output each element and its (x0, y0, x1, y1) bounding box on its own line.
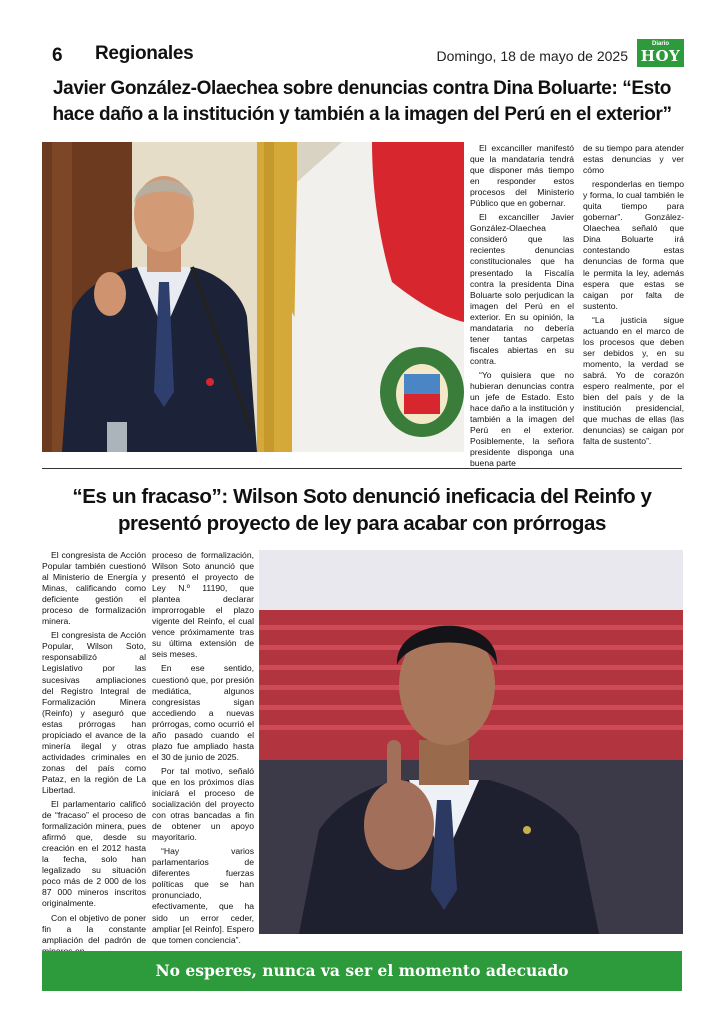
footer-banner: No esperes, nunca va ser el momento adecuado (42, 951, 682, 991)
article2-photo-illustration (259, 550, 683, 934)
newspaper-logo (637, 39, 684, 67)
article2-photo (259, 550, 683, 934)
article1-col1-paragraph: “Yo quisiera que no hubieran denuncias contra un jefe de Estado. Esto hace daño a la institución y también a la imagen del Perú en el exterior. Posiblemente, la señora presidente disponga una buena parte (470, 369, 574, 469)
article2-col2-paragraph: “Hay varios parlamentarios de diferentes fuerzas políticas que se han pronunciado, efectivamente, que ha sido un error ceder, ampliar [el Reinfo]. Espero que tomen conciencia”. (152, 846, 254, 945)
article2-column-2 (152, 550, 254, 949)
article1-photo-illustration (42, 142, 464, 452)
article1-col2-paragraph: de su tiempo para atender estas denuncias y ver cómo (583, 143, 684, 176)
issue-date: Domingo, 18 de mayo de 2025 (436, 48, 628, 64)
article1-col1-paragraph: El excanciller Javier González-Olaechea consideró que las recientes denuncias constitucionales que ha presentado la Fiscalía contra la presidenta Dina Boluarte solo perjudican la imagen del Perú en el exterior. En su opinión, la mandataria no debería tener tantas carpetas fiscales abiertas en su contra. (470, 212, 574, 366)
article2-column-1 (42, 550, 146, 960)
logo-big-text: HOY (640, 47, 681, 65)
article2-col1-paragraph: El congresista de Acción Popular, Wilson Soto, responsabilizó al Legislativo por las sucesivas ampliaciones del Registro Integral de Formalización Minera (Reinfo) y aseguró que estas prórrogas han propiciado el avance de la minería ilegal y otras actividades criminales en zonas del país como Pataz, en la región de La Libertad. (42, 630, 146, 795)
article1-col2-paragraph: “La justicia sigue actuando en el marco de los procesos que deben ser debidos y, en su momento, la verdad se sabrá. Yo de corazón espero realmente, por el bien del país y de la institución presidencial, que muchas de ellas (las denuncias) se caigan por falta de sustento”. (583, 314, 684, 447)
article1-column-1 (470, 143, 574, 472)
article-divider (42, 468, 682, 469)
article2-col2-paragraph: Por tal motivo, señaló que en los próximos días iniciará el proceso de socialización del proyecto con otras bancadas a fin de obtener un apoyo mayoritario. (152, 765, 254, 843)
article2-headline: “Es un fracaso”: Wilson Soto denunció ineficacia del Reinfo y presentó proyecto de ley para acabar con prórrogas (72, 485, 652, 535)
logo-small-text: Diario (651, 41, 669, 47)
article1-col2-paragraph: responderlas en tiempo y forma, lo cual también le quita tiempo para gobernar”. González-Olaechea señaló que Dina Boluarte irá contestando estas denuncias de forma que le permita la ley, además espera que estas se caigan por falta de sustento. (583, 179, 684, 311)
article2-col2-paragraph: En ese sentido, cuestionó que, por presión mediática, algunos congresistas sigan accediendo a nuevas prórrogas, como ocurrió el año pasado cuando el plazo fue ampliado hasta el 30 de junio de 2025. (152, 663, 254, 762)
article1-photo (42, 142, 464, 452)
article1-column-2 (583, 143, 684, 450)
article1-col1-paragraph: El excanciller manifestó que la mandataria tendrá que disponer más tiempo en responder estos procesos del Ministerio Público que en gobernar. (470, 143, 574, 209)
section-title: Regionales (95, 43, 194, 64)
page-number: 6 (52, 45, 63, 66)
article2-col1-paragraph: El congresista de Acción Popular también cuestionó al Ministerio de Energía y Minas, calificando como deficiente gestión el proceso de formalización minera. (42, 550, 146, 627)
article1-headline: Javier González-Olaechea sobre denuncias contra Dina Boluarte: “Esto hace daño a la institución y también a la imagen del Perú en el exterior” (52, 78, 672, 125)
article2-col1-paragraph: Con el objetivo de poner fin a la constante ampliación del padrón de (42, 912, 146, 945)
article2-col1-paragraph: El parlamentario calificó de “fracaso” el proceso de formalización minera, pues afirmó que, desde su creación en el 2012 hasta la fecha, solo han legalizado su situación poco más de 2 000 de los 87 000 mineros inscritos originalmente. (42, 799, 146, 909)
article2-col2-paragraph: proceso de formalización, Wilson Soto anunció que presentó el proyecto de Ley N.º 11190, que plantea declarar improrrogable el plazo vigente del Reinfo, el cual vence próximamente tras su última extensión de seis meses. (152, 550, 254, 660)
